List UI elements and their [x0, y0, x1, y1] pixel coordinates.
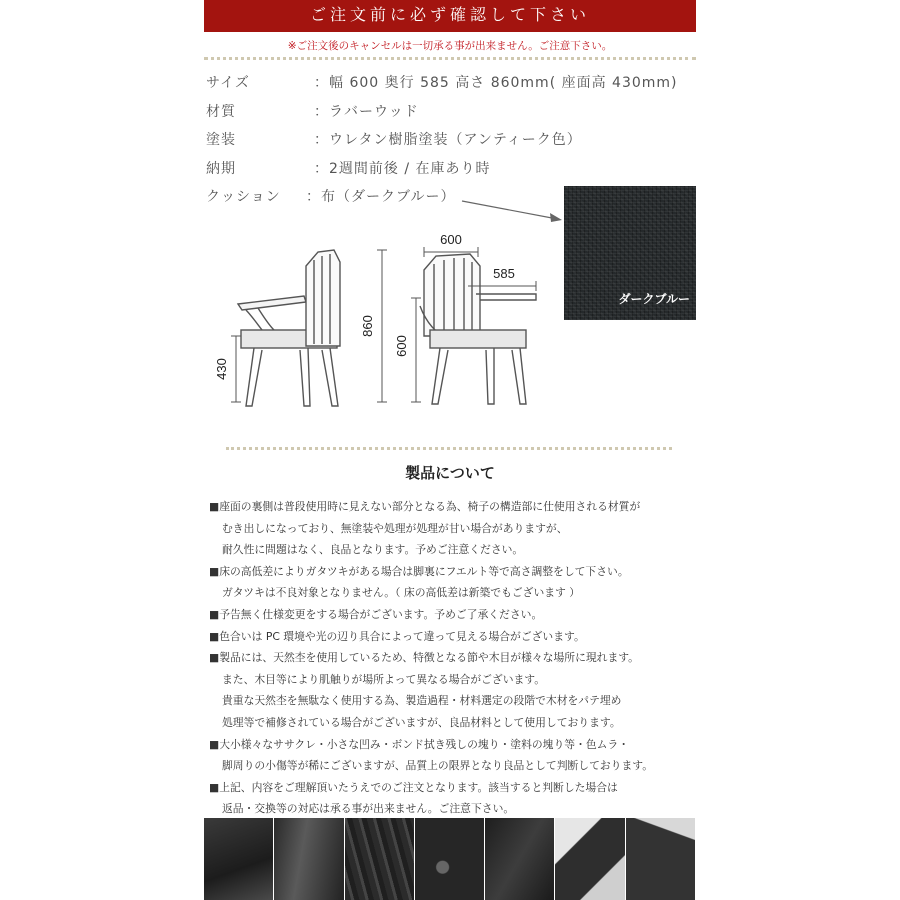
swatch-label: ダークブルー [618, 292, 690, 306]
section-title: 製品について [405, 464, 495, 482]
note-line: 耐久性に問題はなく、良品となります。予めご注意ください。 [222, 543, 524, 557]
spec-value: ：2週間前後 / 在庫あり時 [314, 160, 491, 177]
spec-label: 塗装 [206, 132, 236, 148]
divider [204, 57, 696, 60]
fabric-swatch [564, 186, 696, 320]
seat-height-label: 430 [214, 358, 229, 380]
note-line: また、木目等により肌触りが場所よって異なる場合がございます。 [222, 672, 546, 686]
total-height-label: 860 [360, 315, 375, 337]
note-line: ■床の高低差によりガタツキがある場合は脚裏にフエルト等で高さ調整をして下さい。 [209, 564, 629, 578]
wood-detail-photo [204, 818, 274, 900]
spec-row-material [206, 101, 706, 130]
spec-value: ：ウレタン樹脂塗装（アンティーク色） [314, 132, 582, 148]
note-line: ■予告無く仕様変更をする場合がございます。予めご了承ください。 [209, 607, 543, 621]
wood-detail-photo [485, 818, 555, 900]
divider [226, 447, 672, 450]
chair-side-view [238, 250, 340, 406]
width-label: 600 [440, 232, 462, 247]
dimension-seat-height [214, 336, 241, 402]
note-line: むき出しになっており、無塗装や処理が処理が甘い場合がありますが、 [222, 521, 568, 535]
note-line: ■座面の裏側は普段使用時に見えない部分となる為、椅子の構造部に仕使用される材質が [209, 500, 641, 513]
header-banner: ご注文前に必ず確認して下さい [204, 0, 696, 32]
chair-dimension-diagram [206, 226, 556, 426]
wood-detail-photo [555, 818, 625, 900]
dimension-arm-height [394, 298, 421, 402]
depth-label: 585 [493, 266, 515, 281]
spec-row-delivery [206, 158, 706, 187]
wood-detail-photo [274, 818, 344, 900]
spec-label: 納期 [206, 160, 236, 177]
dimension-total-height [360, 250, 387, 402]
spec-value: ：幅 600 奥行 585 高さ 860mm( 座面高 430mm) [314, 75, 678, 91]
spec-label: サイズ [206, 75, 250, 91]
spec-row-size [206, 72, 706, 101]
note-line: 返品・交換等の対応は承る事が出来ません。ご注意下さい。 [222, 802, 515, 816]
spec-label: 材質 [206, 103, 236, 120]
note-line: ■大小様々なササクレ・小さな凹み・ボンド拭き残しの塊り・塗料の塊り等・色ムラ・ [209, 737, 630, 751]
product-notes [209, 496, 701, 820]
dimension-width [424, 232, 478, 257]
wood-detail-photo [626, 818, 696, 900]
wood-detail-photo [345, 818, 415, 900]
spec-value: ：布（ダークブルー） [306, 189, 456, 205]
spec-label: クッション [206, 189, 281, 205]
cancel-notice: ※ご注文後のキャンセルは一切承る事が出来ません。ご注意下さい。 [287, 40, 613, 52]
note-line: ガタツキは不良対象となりません。（ 床の高低差は新築でもございます ） [222, 586, 581, 600]
spec-value: ：ラバーウッド [314, 103, 419, 120]
note-line: ■製品には、天然杢を使用しているため、特徴となる節や木目が様々な場所に現れます。 [209, 651, 639, 665]
note-line: ■色合いは PC 環境や光の辺り具合によって違って見える場合がございます。 [209, 629, 585, 643]
spec-row-finish [206, 129, 706, 158]
note-line: 脚周りの小傷等が稀にございますが、品質上の限界となり良品として判断しております。 [222, 759, 654, 773]
wood-detail-gallery [204, 818, 696, 900]
note-line: 処理等で補修されている場合がございますが、良品材料として使用しております。 [222, 715, 621, 729]
note-line: ■上記、内容をご理解頂いたうえでのご注文となります。該当すると判断した場合は [209, 780, 618, 794]
note-line: 貴重な天然杢を無駄なく使用する為、製造過程・材料選定の段階で木材をパテ埋め [222, 694, 622, 708]
chair-front-view [420, 254, 536, 404]
wood-detail-photo [415, 818, 485, 900]
arm-height-label: 600 [394, 335, 409, 357]
